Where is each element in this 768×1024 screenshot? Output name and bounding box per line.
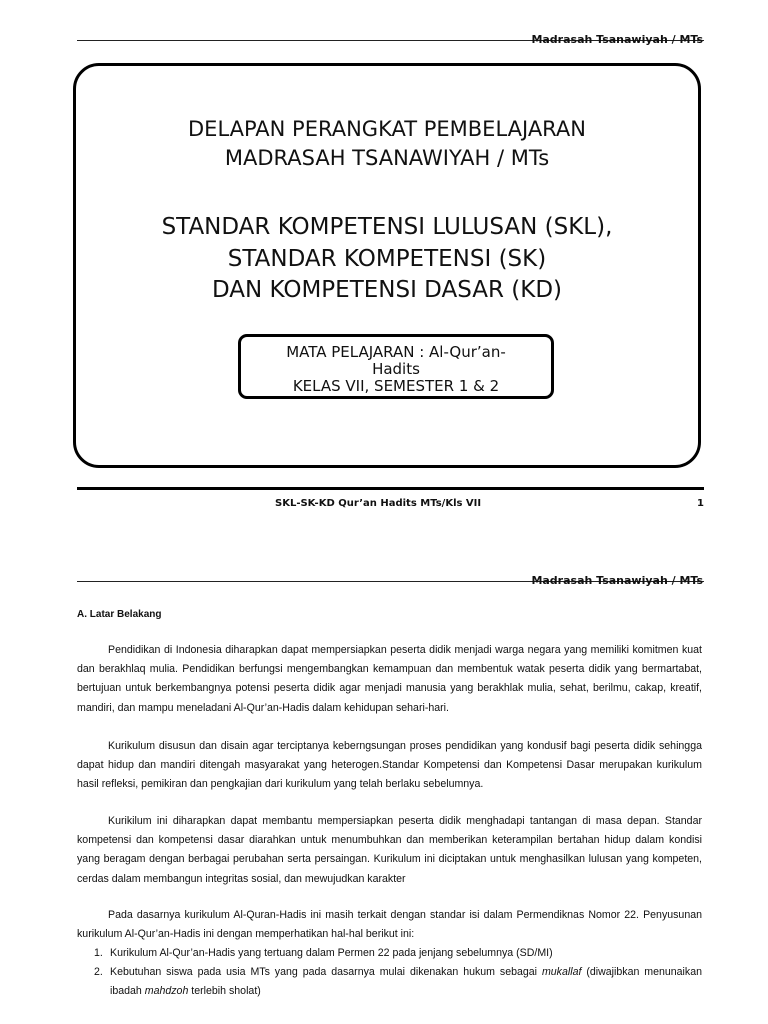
list-text: Kurikulum Al-Qur’an-Hadis yang tertuang dalam Permen 22 pada jenjang sebelumnya (SD/MI) bbox=[110, 947, 553, 959]
subject-box bbox=[238, 334, 554, 399]
title-line-5: DAN KOMPETENSI DASAR (KD) bbox=[211, 277, 563, 303]
paragraph-4: Pada dasarnya kurikulum Al-Quran-Hadis ini masih terkait dengan standar isi dalam Permendiknas Nomor 22. Penyusunan kurikulum Al-Qur’an-Hadis ini dengan memperhatikan hal-hal berikut ini: bbox=[77, 909, 702, 941]
list-number: 1. bbox=[94, 947, 103, 959]
paragraph-3: Kurikilum ini diharapkan dapat membantu mempersiapkan peserta didik menghadapi tantangan di masa depan. Standar kompetensi dan kompetensi dasar diarahkan untuk menumbuhkan dan memberikan keterampilan bertahan hidup dalam kondisi yang beragam dengan berbagai perubahan serta persaingan. Kurikulum ini diciptakan untuk menghasilkan lulusan yang kompeten, cerdas dalam membangun integritas sosial, dan mewujudkan karakter bbox=[77, 815, 702, 885]
cover-box bbox=[73, 63, 701, 468]
subject-line-1: MATA PELAJARAN : Al-Qur’an- bbox=[286, 343, 506, 361]
page1-footer-title: SKL-SK-KD Qur’an Hadits MTs/Kls VII bbox=[275, 498, 482, 509]
paragraph-2: Kurikulum disusun dan disain agar terciptanya keberngsungan proses pendidikan yang kondusif bagi peserta didik sehingga dapat hidup dan mandiri ditengah masyarakat yang heterogen.Standar Kompetensi dan Kompetensi Dasar merupakan kurikulum hasil refleksi, pemikiran dan pengkajian dari kurikulum yang telah berlaku sebelumnya. bbox=[77, 740, 702, 791]
list-number: 2. bbox=[94, 966, 103, 978]
subject-line-3: KELAS VII, SEMESTER 1 & 2 bbox=[292, 377, 500, 395]
page-number: 1 bbox=[697, 498, 704, 509]
title-line-3: STANDAR KOMPETENSI LULUSAN (SKL), bbox=[161, 214, 613, 240]
title-line-1: DELAPAN PERANGKAT PEMBELAJARAN bbox=[188, 117, 586, 141]
page1-header-text: Madrasah Tsanawiyah / MTs bbox=[531, 33, 703, 46]
title-line-4: STANDAR KOMPETENSI (SK) bbox=[227, 246, 547, 272]
page1-footer-rule bbox=[77, 487, 704, 490]
page2-header-text: Madrasah Tsanawiyah / MTs bbox=[531, 574, 703, 587]
title-line-2: MADRASAH TSANAWIYAH / MTs bbox=[224, 146, 550, 170]
paragraph-1: Pendidikan di Indonesia diharapkan dapat mempersiapkan peserta didik menjadi warga negara yang memiliki komitmen kuat dan berakhlaq mulia. Pendidikan berfungsi mengembangkan kemampuan dan membentuk watak peserta didik yang bermartabat, bertujuan untuk berkembangnya potensi peserta didik agar menjadi manusia yang berakhlak mulia, sehat, berilmu, cakap, kreatif, mandiri, dan mampu meneladani Al-Qur’an-Hadis dalam kehidupan sehari-hari. bbox=[77, 644, 702, 714]
list-text: Kebutuhan siswa pada usia MTs yang pada dasarnya mulai dikenakan hukum sebagai mukallaf (diwajibkan menunaikan ibadah mahdzoh terlebih sholat) bbox=[110, 966, 702, 998]
subject-line-2: Hadits bbox=[372, 360, 420, 378]
section-title: A. Latar Belakang bbox=[77, 609, 162, 620]
